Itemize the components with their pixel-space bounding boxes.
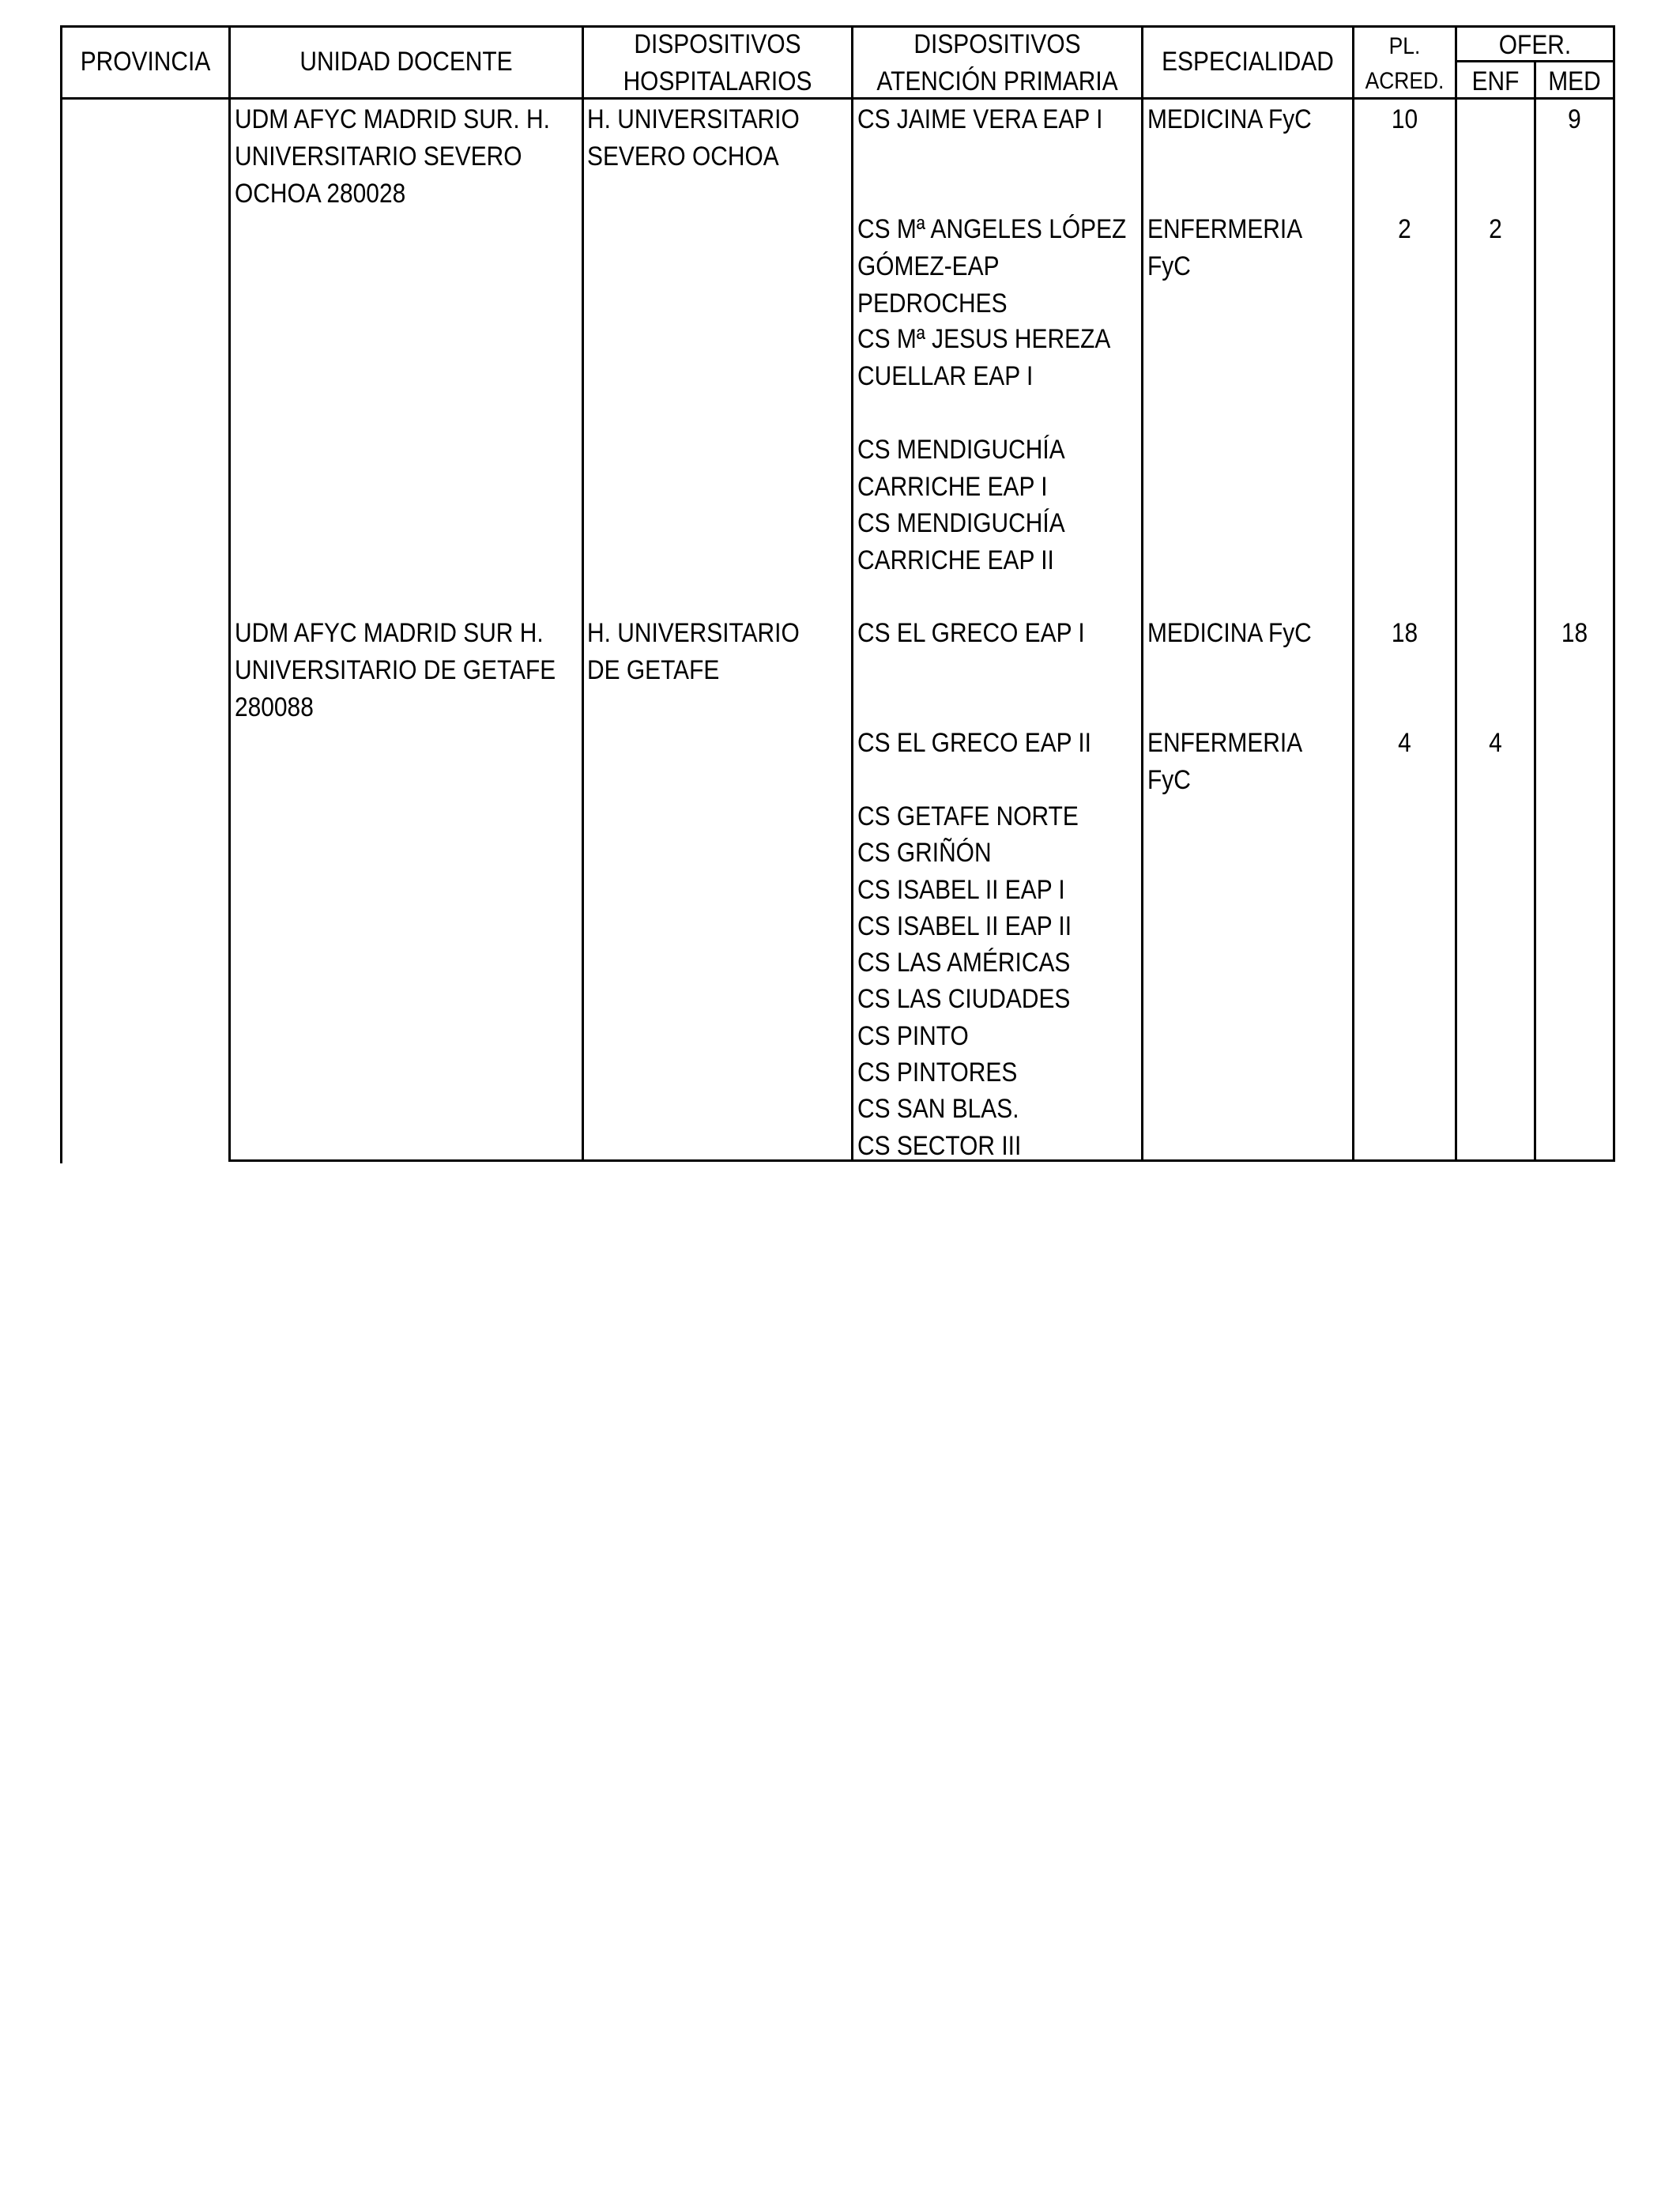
primaria-line: CS SAN BLAS.: [857, 1094, 1019, 1124]
header-disp-hosp-line1: DISPOSITIVOS: [634, 29, 801, 59]
unidad-docente-line: 280088: [235, 692, 314, 722]
especialidad-line: ENFERMERIA: [1147, 728, 1303, 758]
primaria-line: CS Mª JESUS HEREZA: [857, 324, 1111, 354]
pl-acred-value: 18: [1391, 618, 1418, 648]
primaria-line: CS ISABEL II EAP II: [857, 911, 1072, 941]
especialidad-line: FyC: [1147, 251, 1191, 281]
header-unidad-docente: UNIDAD DOCENTE: [299, 47, 513, 77]
header-disp-ap-line1: DISPOSITIVOS: [913, 29, 1081, 59]
primaria-line: CS PINTORES: [857, 1057, 1018, 1088]
primaria-line: CARRICHE EAP I: [857, 472, 1048, 502]
header-especialidad: ESPECIALIDAD: [1162, 47, 1334, 77]
primaria-line: CUELLAR EAP I: [857, 361, 1034, 391]
hospital-line: SEVERO OCHOA: [587, 141, 779, 172]
header-disp-hosp-line2: HOSPITALARIOS: [623, 66, 812, 96]
ofer-med-value: 18: [1561, 618, 1588, 648]
primaria-line: CARRICHE EAP II: [857, 545, 1054, 575]
pl-acred-value: 4: [1398, 728, 1411, 758]
header-provincia: PROVINCIA: [80, 47, 211, 77]
primaria-line: CS GRIÑÓN: [857, 838, 992, 868]
primaria-line: CS LAS AMÉRICAS: [857, 948, 1071, 978]
ofer-enf-value: 4: [1489, 728, 1502, 758]
especialidad-line: ENFERMERIA: [1147, 214, 1303, 244]
header-disp-ap-line2: ATENCIÓN PRIMARIA: [876, 66, 1118, 96]
header-ofer: OFER.: [1498, 30, 1572, 60]
primaria-line: CS SECTOR III: [857, 1131, 1022, 1161]
primaria-line: CS GETAFE NORTE: [857, 801, 1079, 831]
unidad-docente-line: OCHOA 280028: [235, 179, 406, 209]
primaria-line: CS EL GRECO EAP II: [857, 728, 1091, 758]
hospital-line: H. UNIVERSITARIO: [587, 104, 800, 134]
primaria-line: PEDROCHES: [857, 288, 1008, 319]
especialidad-line: MEDICINA FyC: [1147, 104, 1312, 134]
header-enf: ENF: [1471, 66, 1520, 96]
especialidad-line: MEDICINA FyC: [1147, 618, 1312, 648]
primaria-line: CS EL GRECO EAP I: [857, 618, 1085, 648]
unidad-docente-line: UDM AFYC MADRID SUR H.: [235, 618, 544, 648]
header-pl-line1: PL.: [1388, 33, 1421, 59]
primaria-line: CS ISABEL II EAP I: [857, 875, 1065, 905]
pl-acred-value: 10: [1391, 104, 1418, 134]
unidad-docente-line: UNIVERSITARIO DE GETAFE: [235, 655, 556, 685]
primaria-line: CS LAS CIUDADES: [857, 984, 1071, 1014]
header-pl-line2: ACRED.: [1365, 68, 1445, 94]
hospital-line: DE GETAFE: [587, 655, 720, 685]
primaria-line: CS MENDIGUCHÍA: [857, 508, 1065, 538]
unidad-docente-line: UNIVERSITARIO SEVERO: [235, 141, 522, 172]
primaria-line: CS Mª ANGELES LÓPEZ: [857, 214, 1127, 244]
ofer-med-value: 9: [1568, 104, 1581, 134]
primaria-line: CS MENDIGUCHÍA: [857, 435, 1065, 465]
primaria-line: CS PINTO: [857, 1021, 969, 1051]
especialidad-line: FyC: [1147, 765, 1191, 795]
primaria-line: CS JAIME VERA EAP I: [857, 104, 1103, 134]
ofer-enf-value: 2: [1489, 214, 1502, 244]
unidad-docente-line: UDM AFYC MADRID SUR. H.: [235, 104, 550, 134]
hospital-line: H. UNIVERSITARIO: [587, 618, 800, 648]
pl-acred-value: 2: [1398, 214, 1411, 244]
primaria-line: GÓMEZ-EAP: [857, 251, 1000, 281]
header-med: MED: [1548, 66, 1601, 96]
